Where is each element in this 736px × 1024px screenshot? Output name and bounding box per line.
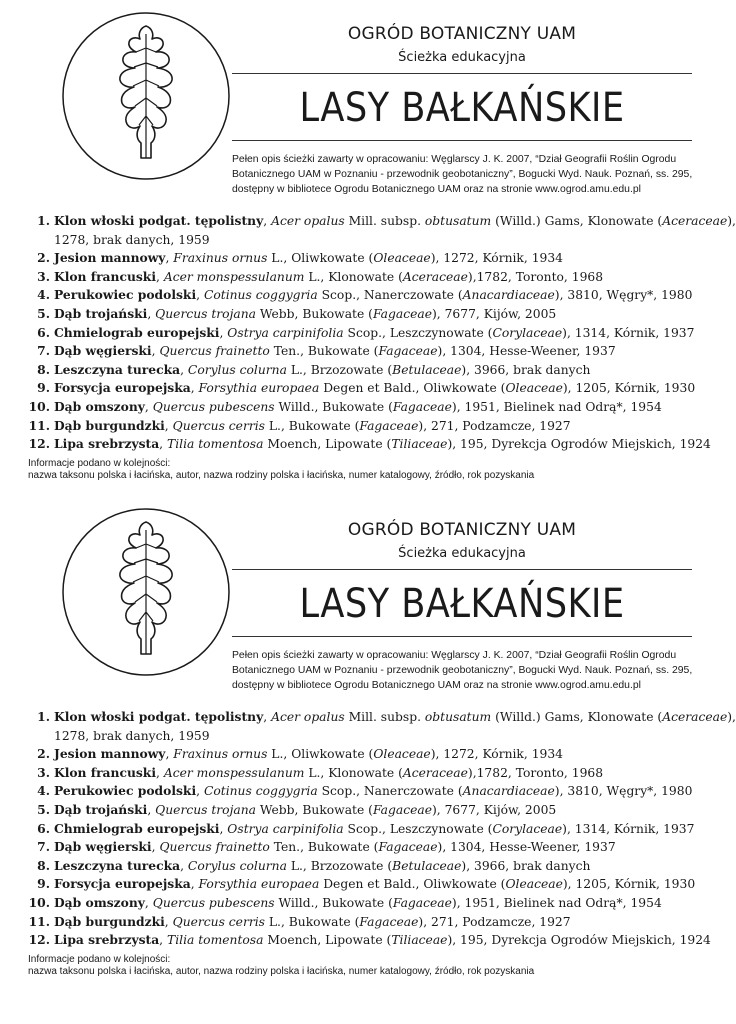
species-separator: , bbox=[159, 437, 167, 452]
species-latin-name: Forsythia europaea bbox=[198, 381, 320, 396]
species-details: ), 3810, Węgry*, 1980 bbox=[554, 288, 693, 303]
species-latin-name: Cotinus coggygria bbox=[203, 288, 318, 303]
species-latin-name: Quercus pubescens bbox=[152, 399, 275, 414]
species-author-family: L., Bukowate ( bbox=[264, 914, 360, 929]
species-separator: , bbox=[151, 344, 160, 359]
species-number: 10. bbox=[28, 398, 50, 414]
species-author-family: Moench, Lipowate ( bbox=[263, 933, 392, 948]
species-separator: , bbox=[196, 288, 204, 303]
species-latin-name: Cotinus coggygria bbox=[203, 784, 318, 799]
species-item bbox=[22, 894, 712, 913]
species-number: 7. bbox=[37, 839, 50, 855]
species-separator: , bbox=[144, 399, 153, 414]
species-latin-name: Fraxinus ornus bbox=[173, 747, 268, 762]
species-separator: , bbox=[263, 214, 272, 228]
species-number: 11. bbox=[28, 913, 50, 929]
species-item bbox=[22, 708, 736, 745]
species-details: ), 1272, Kórnik, 1934 bbox=[430, 251, 564, 266]
species-separator: , bbox=[165, 747, 174, 762]
species-family-latin: Fagaceae bbox=[378, 840, 438, 855]
species-number: 12. bbox=[28, 932, 50, 948]
species-latin-name: Corylus colurna bbox=[187, 362, 287, 377]
species-separator: , bbox=[263, 710, 272, 724]
species-details-cont: 1278, brak danych, 1959 bbox=[54, 728, 210, 743]
path-description: Pełen opis ścieżki zawarty w opracowaniu: Węglarscy J. K. 2007, “Dział Geografii Roślin Ogrodu Botanicznego UAM w Poznaniu - przewodnik geobotaniczny”, Bogucki Wyd. Nauk. Poznań, ss. 295, dostępny w bibliotece Ogrodu Botanicznego UAM oraz na stronie www.ogrod.amu.edu.pl bbox=[232, 154, 693, 195]
species-polish-name: Dąb trojański bbox=[54, 801, 148, 817]
species-family-latin: Oleaceae bbox=[373, 747, 431, 762]
species-author-family: L., Oliwkowate ( bbox=[267, 251, 374, 266]
species-family-latin: Betulaceae bbox=[392, 362, 462, 377]
species-details: ), 1205, Kórnik, 1930 bbox=[562, 381, 696, 396]
species-details: ),1782, Toronto, 1968 bbox=[467, 269, 604, 284]
species-latin-name: Tilia tomentosa bbox=[167, 437, 264, 452]
species-author-family: Willd., Bukowate ( bbox=[274, 895, 393, 910]
species-separator: , bbox=[164, 914, 173, 929]
species-author-family: Scop., Nanerczowate ( bbox=[317, 784, 463, 799]
species-family-latin: Fagaceae bbox=[392, 399, 452, 414]
species-separator: , bbox=[156, 765, 164, 780]
species-details: ), 1304, Hesse-Weener, 1937 bbox=[437, 840, 616, 855]
species-details: ), 3966, brak danych bbox=[461, 858, 591, 873]
species-polish-name: Dąb trojański bbox=[54, 305, 148, 321]
species-polish-name: Jesion mannowy bbox=[54, 250, 166, 266]
species-details: ), 7677, Kijów, 2005 bbox=[431, 306, 557, 321]
species-details: ), 1951, Bielinek nad Odrą*, 1954 bbox=[451, 895, 662, 910]
species-separator: , bbox=[196, 784, 204, 799]
divider-top bbox=[232, 569, 692, 570]
species-polish-name: Dąb burgundzki bbox=[54, 417, 165, 433]
species-latin-name-2: obtusatum bbox=[424, 710, 492, 724]
species-author-family: Degen et Bald., Oliwkowate ( bbox=[319, 381, 506, 396]
species-latin-name: Acer monspessulanum bbox=[163, 269, 305, 284]
species-polish-name: Klon francuski bbox=[54, 268, 157, 284]
species-item bbox=[22, 417, 712, 436]
species-author-family: Scop., Leszczynowate ( bbox=[343, 821, 493, 836]
species-separator: , bbox=[190, 381, 199, 396]
species-family-latin: Fagaceae bbox=[359, 914, 419, 929]
species-polish-name: Klon włoski podgat. tępolistny bbox=[54, 213, 264, 228]
species-polish-name: Lipa srebrzysta bbox=[54, 436, 160, 452]
species-details: ), 1304, Hesse-Weener, 1937 bbox=[437, 344, 616, 359]
species-number: 4. bbox=[37, 287, 50, 303]
species-list bbox=[22, 212, 736, 454]
species-item bbox=[22, 342, 712, 361]
species-number: 7. bbox=[37, 343, 50, 359]
species-author-family: L., Brzozowate ( bbox=[286, 858, 393, 873]
species-author-family: Ten., Bukowate ( bbox=[269, 840, 379, 855]
species-author-family: Moench, Lipowate ( bbox=[263, 437, 392, 452]
species-latin-name: Acer opalus bbox=[271, 214, 345, 228]
species-family-latin: Tiliaceae bbox=[391, 437, 448, 452]
species-family-latin: Corylaceae bbox=[492, 325, 563, 340]
species-author-family: L., Klonowate ( bbox=[304, 269, 403, 284]
species-details: ), 1205, Kórnik, 1930 bbox=[562, 877, 696, 892]
path-description: Pełen opis ścieżki zawarty w opracowaniu: Węglarscy J. K. 2007, “Dział Geografii Roślin Ogrodu Botanicznego UAM w Poznaniu - przewodnik geobotaniczny”, Bogucki Wyd. Nauk. Poznań, ss. 295, dostępny w bibliotece Ogrodu Botanicznego UAM oraz na stronie www.ogrod.amu.edu.pl bbox=[232, 650, 693, 691]
info-heading: Informacje podano w kolejności: bbox=[28, 458, 171, 469]
label-card bbox=[0, 496, 736, 996]
species-latin-name: Ostrya carpinifolia bbox=[227, 821, 344, 836]
species-family-latin: Aceraceae bbox=[402, 765, 468, 780]
species-family-latin: Oleaceae bbox=[505, 877, 563, 892]
species-number: 12. bbox=[28, 436, 50, 452]
species-number: 5. bbox=[37, 305, 50, 321]
species-latin-name: Corylus colurna bbox=[187, 858, 287, 873]
species-author-family: (Willd.) Gams, Klonowate ( bbox=[491, 710, 663, 724]
species-family-latin: Fagaceae bbox=[392, 895, 452, 910]
species-number: 3. bbox=[37, 268, 50, 284]
species-author-family: Webb, Bukowate ( bbox=[255, 802, 373, 817]
oak-leaf-icon bbox=[58, 504, 234, 680]
species-polish-name: Chmielograb europejski bbox=[54, 324, 220, 340]
species-details: ), 271, Podzamcze, 1927 bbox=[418, 914, 571, 929]
species-family-latin: Fagaceae bbox=[372, 306, 432, 321]
species-latin-name: Quercus cerris bbox=[172, 418, 265, 433]
oak-leaf-icon bbox=[58, 8, 234, 184]
species-details: ), 3810, Węgry*, 1980 bbox=[554, 784, 693, 799]
species-polish-name: Dąb węgierski bbox=[54, 343, 152, 359]
species-item bbox=[22, 361, 712, 380]
species-details: ), 1314, Kórnik, 1937 bbox=[562, 325, 695, 340]
species-item bbox=[22, 838, 712, 857]
institution-name: OGRÓD BOTANICZNY UAM bbox=[347, 520, 577, 540]
species-author-family: Scop., Nanerczowate ( bbox=[317, 288, 463, 303]
species-polish-name: Dąb omszony bbox=[54, 894, 145, 910]
species-separator: , bbox=[165, 251, 174, 266]
species-polish-name: Dąb burgundzki bbox=[54, 913, 165, 929]
species-item bbox=[22, 305, 712, 324]
species-polish-name: Perukowiec podolski bbox=[54, 287, 197, 303]
species-item bbox=[22, 379, 712, 398]
species-latin-name: Quercus cerris bbox=[172, 914, 265, 929]
species-author-family: (Willd.) Gams, Klonowate ( bbox=[491, 214, 663, 228]
species-details: ), 3966, brak danych bbox=[461, 362, 591, 377]
species-item bbox=[22, 913, 712, 932]
species-latin-name: Ostrya carpinifolia bbox=[227, 325, 344, 340]
species-polish-name: Leszczyna turecka bbox=[54, 361, 181, 377]
species-family-latin: Anacardiaceae bbox=[462, 288, 555, 303]
species-separator: , bbox=[159, 933, 167, 948]
species-family-latin: Aceraceae bbox=[662, 214, 728, 228]
species-separator: , bbox=[144, 895, 153, 910]
species-number: 1. bbox=[37, 709, 50, 724]
species-family-latin: Fagaceae bbox=[372, 802, 432, 817]
species-polish-name: Klon francuski bbox=[54, 764, 157, 780]
species-number: 8. bbox=[37, 361, 50, 377]
species-latin-name: Acer opalus bbox=[271, 710, 345, 724]
species-polish-name: Perukowiec podolski bbox=[54, 783, 197, 799]
path-subtitle: Ścieżka edukacyjna bbox=[398, 546, 526, 561]
species-family-latin: Betulaceae bbox=[392, 858, 462, 873]
species-family-latin: Fagaceae bbox=[378, 344, 438, 359]
species-details: ), 1951, Bielinek nad Odrą*, 1954 bbox=[451, 399, 662, 414]
species-polish-name: Dąb omszony bbox=[54, 398, 145, 414]
species-item bbox=[22, 324, 712, 343]
species-item bbox=[22, 435, 712, 454]
species-number: 9. bbox=[37, 380, 50, 396]
species-details: ),1782, Toronto, 1968 bbox=[467, 765, 604, 780]
species-details: ), 195, Dyrekcja Ogrodów Miejskich, 1924 bbox=[447, 933, 711, 948]
species-details: ), 1272, Kórnik, 1934 bbox=[430, 747, 564, 762]
institution-name: OGRÓD BOTANICZNY UAM bbox=[347, 24, 577, 44]
species-subsp: Mill. subsp. bbox=[344, 214, 425, 228]
species-latin-name: Quercus trojana bbox=[155, 306, 256, 321]
info-text: nazwa taksonu polska i łacińska, autor, nazwa rodziny polska i łacińska, numer katalogowy, źródło, rok pozyskania bbox=[28, 470, 535, 481]
species-author-family: L., Klonowate ( bbox=[304, 765, 403, 780]
species-item bbox=[22, 857, 712, 876]
info-heading: Informacje podano w kolejności: bbox=[28, 954, 171, 965]
species-number: 11. bbox=[28, 417, 50, 433]
species-item bbox=[22, 212, 736, 249]
species-subsp: Mill. subsp. bbox=[344, 710, 425, 724]
species-number: 9. bbox=[37, 876, 50, 892]
species-item bbox=[22, 801, 712, 820]
species-item bbox=[22, 268, 712, 287]
species-family-latin: Aceraceae bbox=[662, 710, 728, 724]
species-separator: , bbox=[190, 877, 199, 892]
species-latin-name: Quercus frainetto bbox=[159, 840, 270, 855]
species-item bbox=[22, 782, 712, 801]
species-family-latin: Oleaceae bbox=[373, 251, 431, 266]
species-separator: , bbox=[151, 840, 160, 855]
species-separator: , bbox=[219, 821, 228, 836]
divider-top bbox=[232, 73, 692, 74]
species-family-latin: Anacardiaceae bbox=[462, 784, 555, 799]
species-number: 8. bbox=[37, 857, 50, 873]
species-polish-name: Jesion mannowy bbox=[54, 746, 166, 762]
species-item bbox=[22, 931, 712, 950]
species-family-latin: Corylaceae bbox=[492, 821, 563, 836]
species-separator: , bbox=[180, 362, 188, 377]
species-author-family: Scop., Leszczynowate ( bbox=[343, 325, 493, 340]
species-number: 10. bbox=[28, 894, 50, 910]
divider-bottom bbox=[232, 140, 692, 141]
species-number: 6. bbox=[37, 820, 50, 836]
species-latin-name: Quercus pubescens bbox=[152, 895, 275, 910]
species-author-family: L., Oliwkowate ( bbox=[267, 747, 374, 762]
species-item bbox=[22, 398, 712, 417]
label-card bbox=[0, 0, 736, 500]
species-details: ), 1314, Kórnik, 1937 bbox=[562, 821, 695, 836]
species-number: 1. bbox=[37, 213, 50, 228]
path-subtitle: Ścieżka edukacyjna bbox=[398, 50, 526, 65]
species-item bbox=[22, 764, 712, 783]
species-item bbox=[22, 745, 712, 764]
species-number: 3. bbox=[37, 764, 50, 780]
species-author-family: Ten., Bukowate ( bbox=[269, 344, 379, 359]
species-number: 2. bbox=[37, 250, 50, 266]
species-polish-name: Forsycja europejska bbox=[54, 380, 191, 396]
species-separator: , bbox=[156, 269, 164, 284]
species-author-family: L., Brzozowate ( bbox=[286, 362, 393, 377]
species-item bbox=[22, 820, 712, 839]
species-number: 4. bbox=[37, 783, 50, 799]
species-separator: , bbox=[147, 306, 156, 321]
species-details: ), bbox=[727, 710, 736, 724]
path-title: LASY BAŁKAŃSKIE bbox=[299, 581, 625, 627]
species-item bbox=[22, 249, 712, 268]
species-item bbox=[22, 286, 712, 305]
species-separator: , bbox=[180, 858, 188, 873]
species-polish-name: Klon włoski podgat. tępolistny bbox=[54, 709, 264, 724]
species-item bbox=[22, 875, 712, 894]
species-latin-name: Acer monspessulanum bbox=[163, 765, 305, 780]
species-polish-name: Chmielograb europejski bbox=[54, 820, 220, 836]
species-number: 2. bbox=[37, 746, 50, 762]
species-author-family: Degen et Bald., Oliwkowate ( bbox=[319, 877, 506, 892]
species-latin-name-2: obtusatum bbox=[424, 214, 492, 228]
species-polish-name: Leszczyna turecka bbox=[54, 857, 181, 873]
species-author-family: Willd., Bukowate ( bbox=[274, 399, 393, 414]
species-number: 6. bbox=[37, 324, 50, 340]
species-latin-name: Forsythia europaea bbox=[198, 877, 320, 892]
species-family-latin: Tiliaceae bbox=[391, 933, 448, 948]
species-separator: , bbox=[219, 325, 228, 340]
info-text: nazwa taksonu polska i łacińska, autor, nazwa rodziny polska i łacińska, numer katalogowy, źródło, rok pozyskania bbox=[28, 966, 535, 977]
species-family-latin: Aceraceae bbox=[402, 269, 468, 284]
species-latin-name: Quercus trojana bbox=[155, 802, 256, 817]
species-author-family: Webb, Bukowate ( bbox=[255, 306, 373, 321]
species-author-family: L., Bukowate ( bbox=[264, 418, 360, 433]
species-latin-name: Fraxinus ornus bbox=[173, 251, 268, 266]
species-polish-name: Lipa srebrzysta bbox=[54, 932, 160, 948]
species-family-latin: Oleaceae bbox=[505, 381, 563, 396]
species-polish-name: Forsycja europejska bbox=[54, 876, 191, 892]
species-family-latin: Fagaceae bbox=[359, 418, 419, 433]
species-details-cont: 1278, brak danych, 1959 bbox=[54, 232, 210, 247]
species-latin-name: Tilia tomentosa bbox=[167, 933, 264, 948]
species-separator: , bbox=[147, 802, 156, 817]
species-list bbox=[22, 708, 736, 950]
species-separator: , bbox=[164, 418, 173, 433]
path-title: LASY BAŁKAŃSKIE bbox=[299, 85, 625, 131]
species-details: ), 271, Podzamcze, 1927 bbox=[418, 418, 571, 433]
species-details: ), bbox=[727, 214, 736, 228]
species-details: ), 7677, Kijów, 2005 bbox=[431, 802, 557, 817]
species-number: 5. bbox=[37, 801, 50, 817]
species-latin-name: Quercus frainetto bbox=[159, 344, 270, 359]
species-details: ), 195, Dyrekcja Ogrodów Miejskich, 1924 bbox=[447, 437, 711, 452]
divider-bottom bbox=[232, 636, 692, 637]
species-polish-name: Dąb węgierski bbox=[54, 839, 152, 855]
